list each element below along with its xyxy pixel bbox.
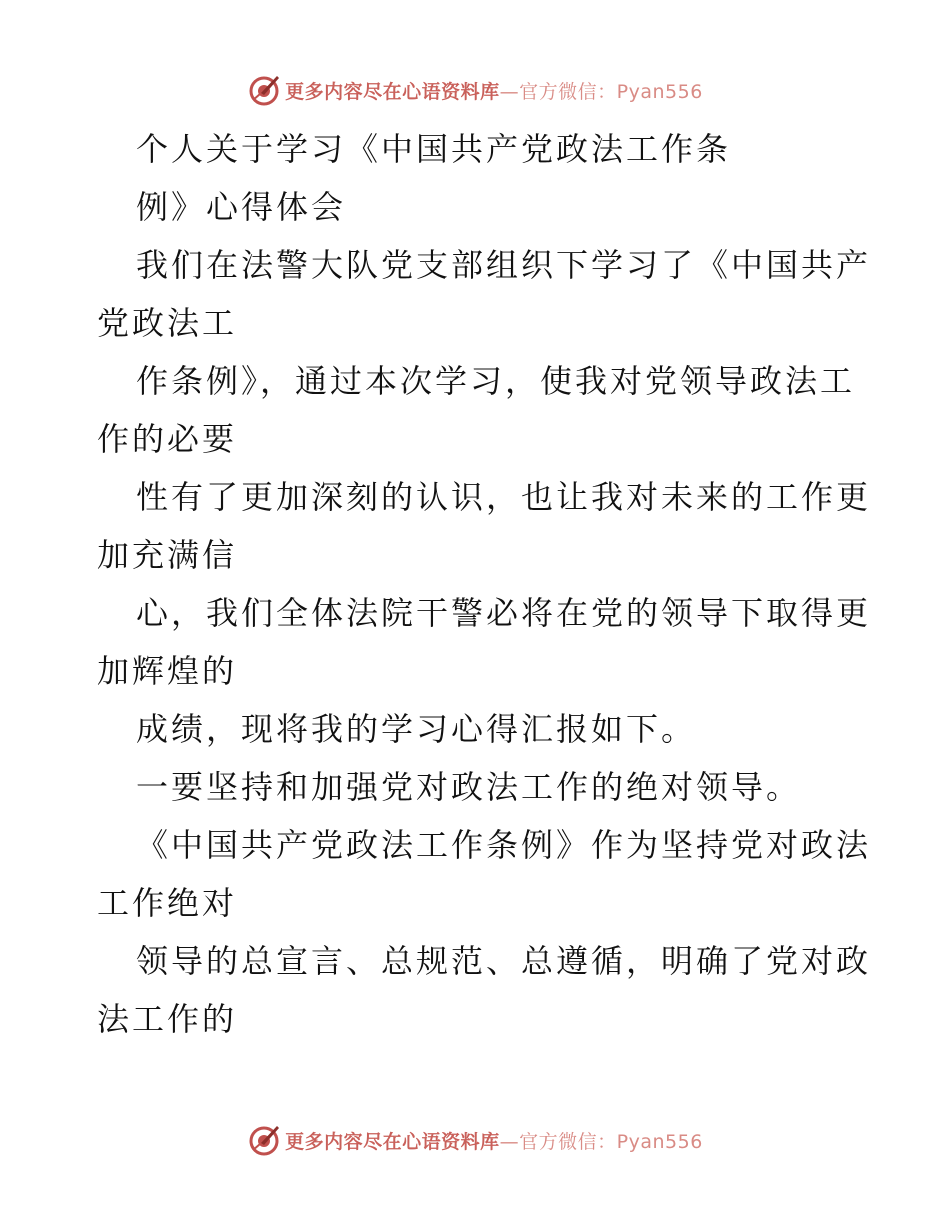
section-heading-line: 一要坚持和加强党对政法工作的绝对领导。 xyxy=(136,768,802,806)
paragraph-line: 加充满信 xyxy=(97,536,238,574)
paragraph-line: 我们在法警大队党支部组织下学习了《中国共产 xyxy=(136,246,872,284)
paragraph-line: 党政法工 xyxy=(97,304,238,342)
footer-banner-text xyxy=(285,1127,703,1154)
footer-banner-lead: 更多内容尽在心语资料库 xyxy=(285,1130,500,1153)
header-banner xyxy=(0,70,950,110)
paragraph-line: 心，我们全体法院干警必将在党的领导下取得更 xyxy=(136,594,872,632)
paragraph-line: 作条例》，通过本次学习，使我对党领导政法工 xyxy=(136,362,856,400)
footer-banner-dash: — xyxy=(499,1130,520,1153)
paragraph-line: 成绩，现将我的学习心得汇报如下。 xyxy=(136,710,697,748)
quill-pen-logo-icon xyxy=(247,73,281,107)
paragraph-line: 作的必要 xyxy=(97,420,238,458)
paragraph-line: 《中国共产党政法工作条例》作为坚持党对政法 xyxy=(136,826,872,864)
header-banner-dash: — xyxy=(499,80,520,103)
paragraph-line: 工作绝对 xyxy=(97,884,238,922)
paragraph-line: 法工作的 xyxy=(97,1000,238,1038)
document-title-line-2: 例》心得体会 xyxy=(136,188,347,226)
header-banner-lead: 更多内容尽在心语资料库 xyxy=(285,80,500,103)
quill-pen-logo-icon xyxy=(247,1123,281,1157)
footer-banner xyxy=(0,1120,950,1160)
paragraph-line: 性有了更加深刻的认识，也让我对未来的工作更 xyxy=(136,478,872,516)
footer-banner-tail: 官方微信：Pyan556 xyxy=(519,1130,703,1153)
document-body xyxy=(97,120,872,1048)
header-banner-tail: 官方微信：Pyan556 xyxy=(519,80,703,103)
document-title-line-1: 个人关于学习《中国共产党政法工作条 xyxy=(136,130,732,168)
header-banner-text xyxy=(285,77,703,104)
paragraph-line: 领导的总宣言、总规范、总遵循，明确了党对政 xyxy=(136,942,872,980)
paragraph-line: 加辉煌的 xyxy=(97,652,238,690)
